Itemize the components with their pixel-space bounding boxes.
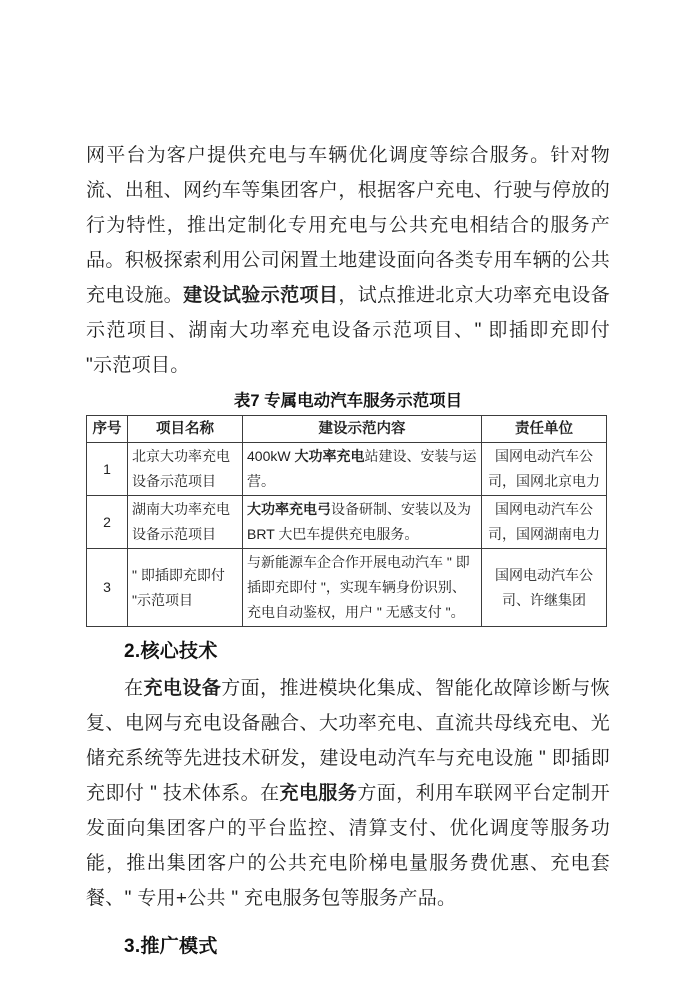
cell-project-name: " 即插即充即付 "示范项目	[128, 549, 243, 627]
cell-index: 3	[87, 549, 128, 627]
cell-content: 与新能源车企合作开展电动汽车 " 即插即充即付 "，实现车辆身份识别、充电自动鉴权，用户 " 无感支付 "。	[243, 549, 482, 627]
col-header-index: 序号	[87, 416, 128, 443]
cell-project-name: 北京大功率充电设备示范项目	[128, 443, 243, 496]
table-row	[87, 496, 607, 549]
cell-index: 1	[87, 443, 128, 496]
cell-owner: 国网电动汽车公司、许继集团	[482, 549, 607, 627]
cell-owner: 国网电动汽车公司，国网北京电力	[482, 443, 607, 496]
col-header-owner: 责任单位	[482, 416, 607, 443]
table-row	[87, 549, 607, 627]
table-header-row	[87, 416, 607, 443]
cell-project-name: 湖南大功率充电设备示范项目	[128, 496, 243, 549]
table-row	[87, 443, 607, 496]
demo-projects-table	[86, 415, 607, 627]
paragraph-intro: 网平台为客户提供充电与车辆优化调度等综合服务。针对物流、出租、网约车等集团客户，根据客户充电、行驶与停放的行为特性，推出定制化专用充电与公共充电相结合的服务产品。积极探索利用公司闲置土地建设面向各类专用车辆的公共充电设施。建设试验示范项目，试点推进北京大功率充电设备示范项目、湖南大功率充电设备示范项目、" 即插即充即付 "示范项目。	[86, 145, 610, 376]
cell-content: 400kW 大功率充电站建设、安装与运营。	[243, 443, 482, 496]
cell-owner: 国网电动汽车公司，国网湖南电力	[482, 496, 607, 549]
table-caption: 表7 专属电动汽车服务示范项目	[233, 392, 463, 410]
cell-index: 2	[87, 496, 128, 549]
col-header-project-name: 项目名称	[128, 416, 243, 443]
col-header-content: 建设示范内容	[243, 416, 482, 443]
paragraph-core-technology: 在充电设备方面，推进模块化集成、智能化故障诊断与恢复、电网与充电设备融合、大功率充电、直流共母线充电、光储充系统等先进技术研发，建设电动汽车与充电设施 " 即插即充即付 " 技术体系。在充电服务方面，利用车联网平台定制开发面向集团客户的平台监控、清算支付、优化调度等服务功能，推出集团客户的公共充电阶梯电量服务费优惠、充电套餐、" 专用+公共 " 充电服务包等服务产品。	[86, 678, 610, 909]
cell-content: 大功率充电弓设备研制、安装以及为 BRT 大巴车提供充电服务。	[243, 496, 482, 549]
section-heading-promotion-model: 3.推广模式	[124, 936, 218, 957]
section-heading-core-technology: 2.核心技术	[124, 641, 218, 662]
